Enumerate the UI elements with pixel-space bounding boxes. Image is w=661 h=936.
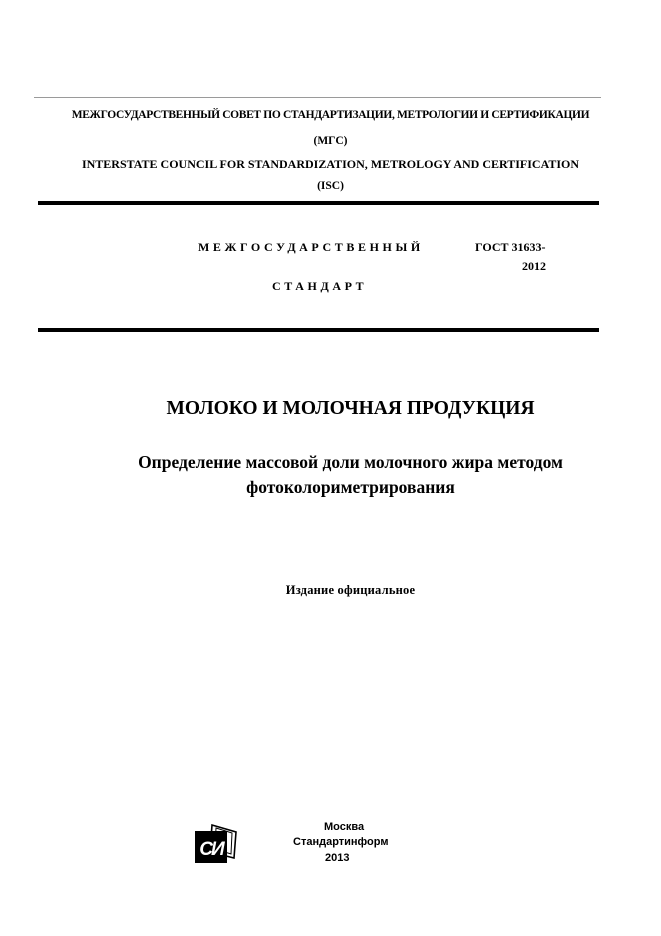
thick-divider-top [38, 201, 599, 205]
subtitle-line-2: фотоколориметрирования [246, 477, 455, 497]
logo-mark: СИ [199, 839, 223, 860]
publisher-city: Москва [324, 821, 365, 833]
council-abbr-en: (ISC) [317, 180, 344, 192]
publisher-name: Стандартинформ [293, 836, 389, 848]
gost-code: ГОСТ 31633- [475, 240, 546, 254]
edition-label: Издание официальное [285, 583, 416, 597]
subtitle-line-1: Определение массовой доли молочного жира методом [138, 452, 563, 472]
publication-year: 2013 [325, 852, 350, 864]
standard-label-line2: СТАНДАРТ [272, 279, 368, 293]
standartinform-logo [194, 822, 238, 864]
council-name-ru: МЕЖГОСУДАРСТВЕННЫЙ СОВЕТ ПО СТАНДАРТИЗАЦИИ, МЕТРОЛОГИИ И СЕРТИФИКАЦИИ [71, 109, 590, 121]
council-abbr-ru: (МГС) [313, 135, 348, 147]
top-divider [34, 97, 601, 98]
document-subtitle [40, 450, 661, 500]
standard-label-line1: МЕЖГОСУДАРСТВЕННЫЙ [198, 240, 424, 254]
thick-divider-bottom [38, 328, 599, 332]
gost-year: 2012 [522, 259, 546, 273]
document-title: МОЛОКО И МОЛОЧНАЯ ПРОДУКЦИЯ [166, 398, 535, 419]
council-name-en: INTERSTATE COUNCIL FOR STANDARDIZATION, METROLOGY AND CERTIFICATION [81, 157, 580, 171]
